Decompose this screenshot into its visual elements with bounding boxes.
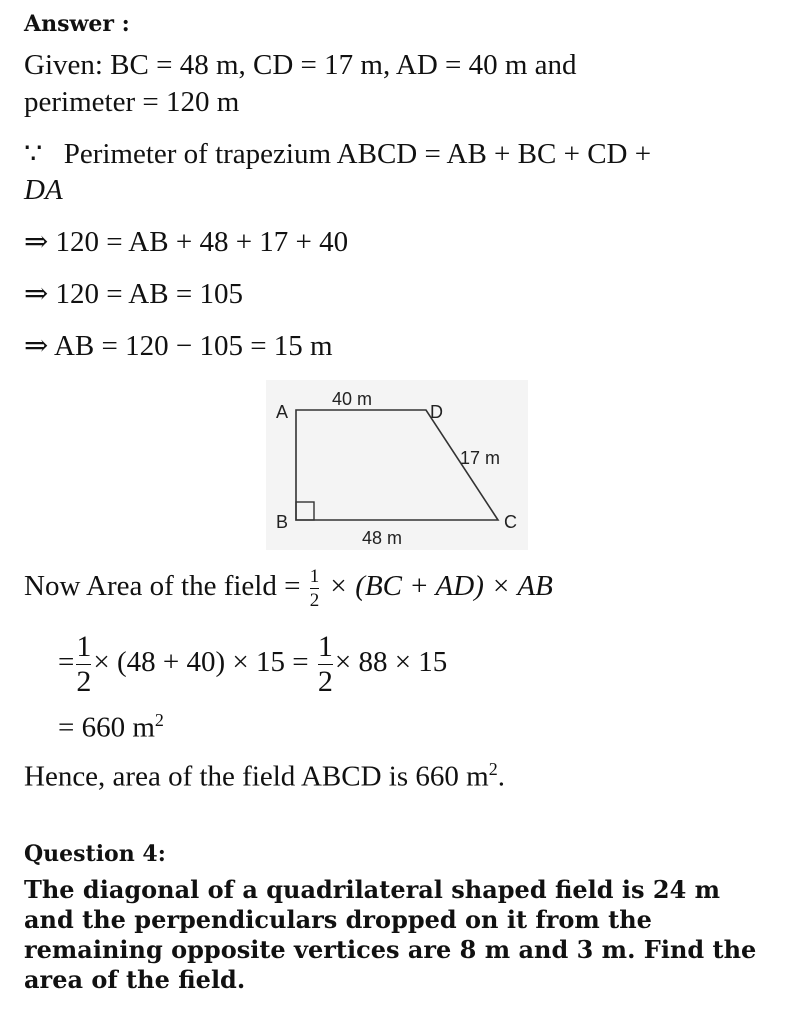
slant-side-label: 17 m: [460, 448, 501, 468]
result-exponent: 2: [154, 710, 164, 730]
result-value: = 660 m: [58, 711, 155, 744]
step-3: ⇒ AB = 120 − 105 = 15 m: [24, 330, 333, 362]
question-text: The diagonal of a quadrilateral shaped field is 24 m and the perpendiculars dropped on it from the remaining opposite vertices are 8 m and 3 m. Find the area of the field.: [24, 875, 757, 994]
given-line-1: Given: BC = 48 m, CD = 17 m, AD = 40 m and: [24, 49, 577, 81]
fraction-denominator: 2: [76, 664, 92, 698]
fraction-numerator: 1: [309, 565, 320, 587]
half-fraction-1: [76, 629, 92, 698]
conclusion: [24, 752, 505, 794]
area-prefix: Now Area of the field =: [24, 570, 301, 602]
step-2: ⇒ 120 = AB = 105: [24, 278, 243, 310]
answer-heading: Answer :: [24, 11, 130, 37]
perimeter-text: Perimeter of trapezium ABCD = AB + BC + CD +: [63, 138, 652, 170]
fraction-denominator: 2: [309, 589, 320, 611]
conclusion-end: .: [497, 760, 505, 793]
half-fraction: [310, 567, 320, 610]
area-result: [58, 703, 164, 745]
calc-equals: =: [58, 646, 75, 678]
vertex-a-label: A: [276, 402, 289, 422]
trapezium-diagram: [266, 380, 528, 550]
calc-end: × 88 × 15: [334, 646, 448, 678]
top-side-label: 40 m: [332, 389, 373, 409]
step-1: ⇒ 120 = AB + 48 + 17 + 40: [24, 226, 349, 258]
area-calculation: [58, 628, 447, 697]
calc-mid: × (48 + 40) × 15 =: [93, 646, 309, 678]
vertex-d-label: D: [430, 402, 443, 422]
question-heading: Question 4:: [24, 841, 166, 867]
perimeter-formula: [24, 137, 651, 171]
bottom-side-label: 48 m: [362, 528, 403, 548]
vertex-c-label: C: [504, 512, 517, 532]
vertex-b-label: B: [276, 512, 289, 532]
conclusion-exponent: 2: [488, 759, 498, 779]
half-fraction-2: [317, 629, 333, 698]
fraction-numerator: 1: [76, 629, 92, 663]
since-symbol: ∵: [24, 138, 43, 170]
given-line-2: perimeter = 120 m: [24, 86, 240, 118]
fraction-numerator: 1: [317, 629, 333, 663]
fraction-denominator: 2: [317, 664, 333, 698]
perimeter-continuation: DA: [24, 174, 63, 206]
area-formula: [24, 562, 553, 610]
area-rest: × (BC + AD) × AB: [328, 570, 553, 602]
conclusion-text: Hence, area of the field ABCD is 660 m: [24, 760, 489, 793]
